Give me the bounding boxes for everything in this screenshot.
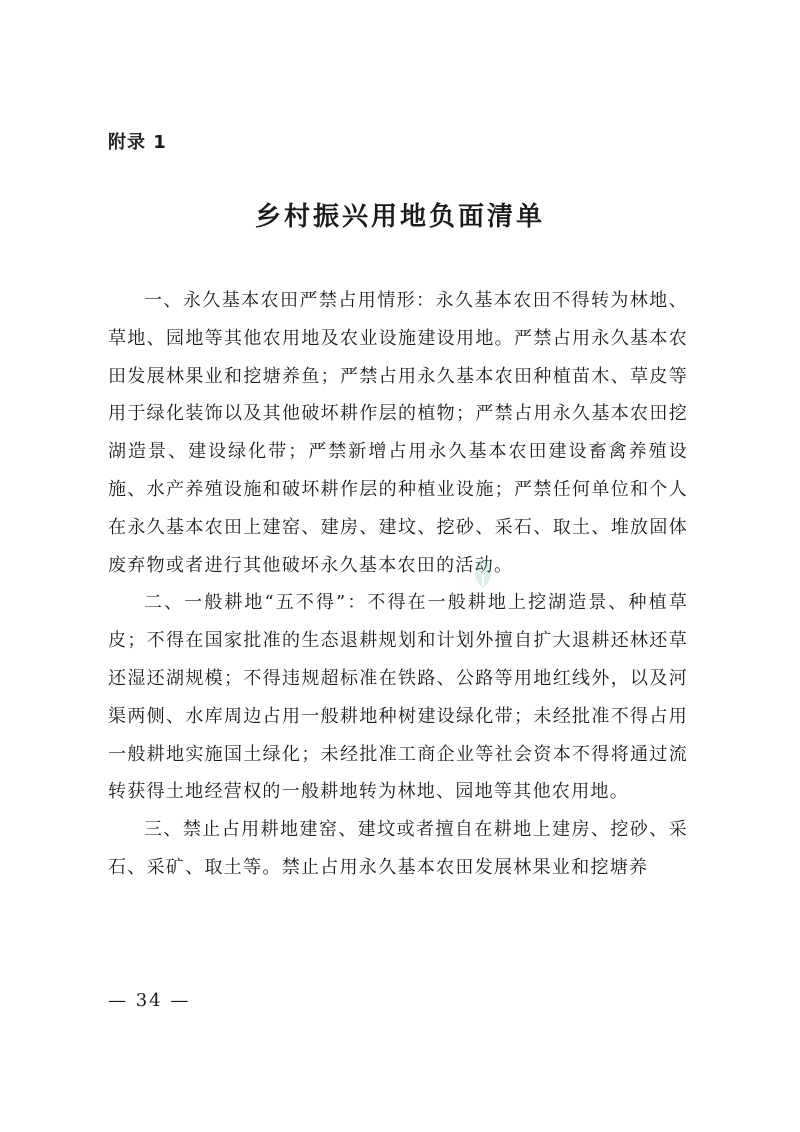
page-title: 乡村振兴用地负面清单: [254, 202, 545, 232]
paragraph-2: 二、一般耕地“五不得”：不得在一般耕地上挖湖造景、种植草皮；不得在国家批准的生态退耕规划和计划外擅自扩大退耕还林还草还湿还湖规模；不得违规超标准在铁路、公路等用地红线外，以及河渠两侧、水库周边占用一般耕地种树建设绿化带；未经批准不得占用一般耕地实施国土绿化；未经批准工商企业等社会资本不得将通过流转获得土地经营权的一般耕地转为林地、园地等其他农用地。: [108, 592, 688, 803]
watermark: [470, 548, 620, 618]
appendix-label: 附录 1: [108, 132, 167, 153]
paragraph-3: 三、禁止占用耕地建窑、建坟或者擅自在耕地上建房、挖砂、采石、采矿、取土等。禁止占用永久基本农田发展林果业和挖塘养: [108, 819, 688, 878]
leaf-logo-icon: [470, 556, 496, 590]
page-number: — 34 —: [108, 990, 191, 1011]
paragraph-1: 一、永久基本农田严禁占用情形：永久基本农田不得转为林地、草地、园地等其他农用地及农业设施建设用地。严禁占用永久基本农田发展林果业和挖塘养鱼；严禁占用永久基本农田种植苗木、草皮等用于绿化装饰以及其他破坏耕作层的植物；严禁占用永久基本农田挖湖造景、建设绿化带；严禁新增占用永久基本农田建设畜禽养殖设施、水产养殖设施和破坏耕作层的种植业设施；严禁任何单位和个人在永久基本农田上建窑、建房、建坟、挖砂、采石、取土、堆放固体废弃物或者进行其他破坏永久基本农田的活动。: [108, 290, 688, 576]
